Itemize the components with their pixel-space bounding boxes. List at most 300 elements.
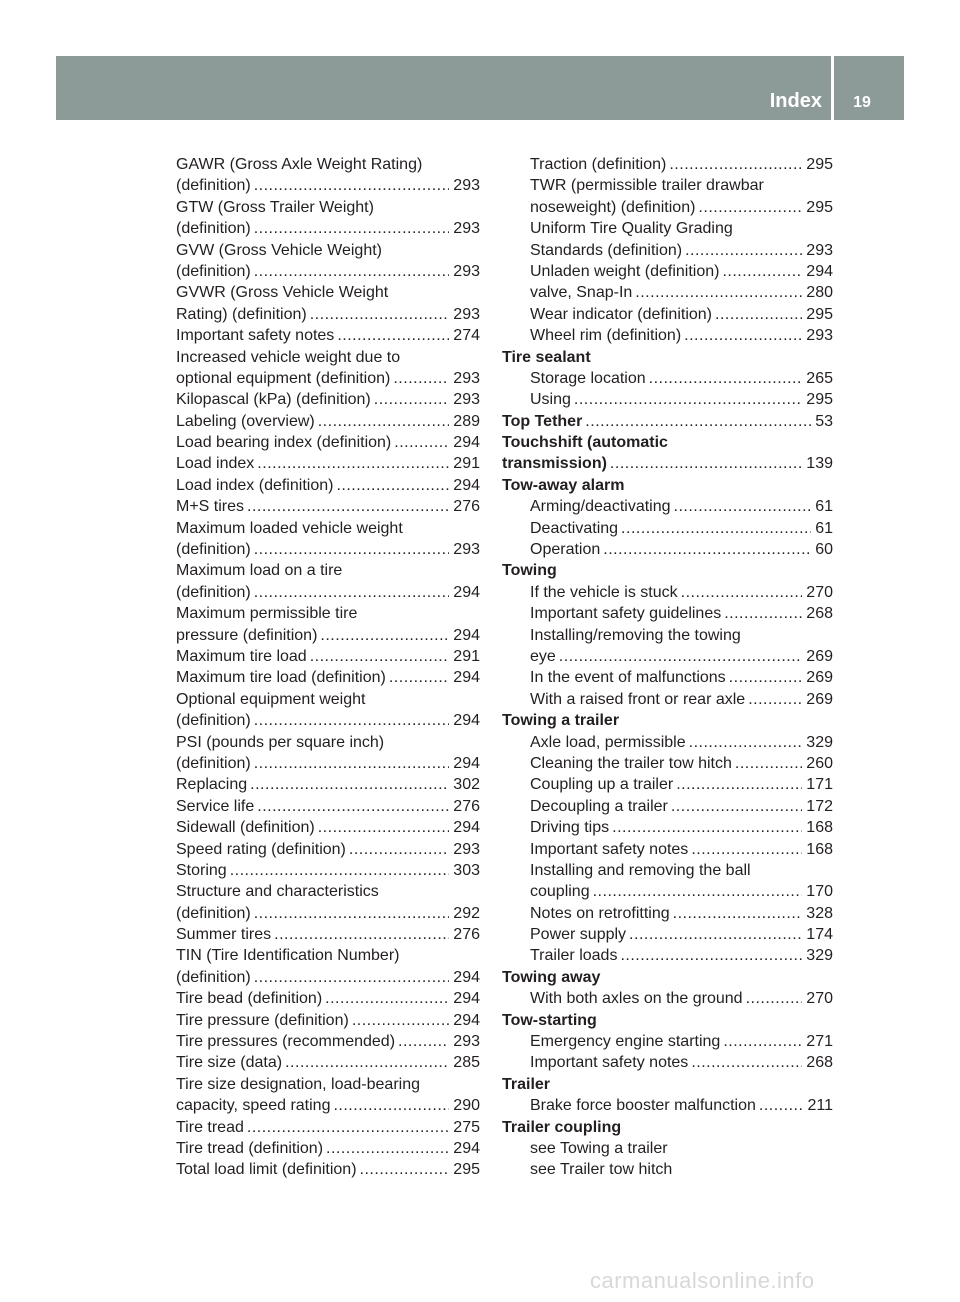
index-entry [502, 774, 833, 795]
entry-text: GAWR (Gross Axle Weight Rating) [176, 156, 423, 173]
dot-leader [689, 732, 803, 753]
dot-leader [274, 924, 449, 945]
dot-leader [603, 539, 811, 560]
page-reference: 270 [806, 990, 833, 1008]
dot-leader [691, 1052, 802, 1073]
page-reference: 294 [453, 819, 480, 837]
index-entry [502, 496, 833, 517]
index-entry [502, 753, 833, 774]
page-reference: 174 [806, 926, 833, 944]
dot-leader [326, 1138, 449, 1159]
page-reference: 293 [453, 1033, 480, 1051]
dot-leader [620, 945, 802, 966]
index-entry [502, 154, 833, 175]
page-reference: 211 [807, 1097, 833, 1115]
entry-text: Service life [176, 797, 255, 815]
index-entry [502, 839, 833, 860]
page-reference: 139 [806, 455, 833, 473]
entry-text: Replacing [176, 776, 248, 794]
page-reference: 285 [453, 1054, 480, 1072]
page-reference: 280 [806, 284, 833, 302]
index-entry [176, 304, 480, 325]
page-reference: 269 [806, 669, 833, 687]
dot-leader [254, 903, 450, 924]
entry-text: (definition) [176, 220, 251, 238]
dot-leader [685, 240, 802, 261]
index-entry [502, 625, 833, 646]
index-entry [176, 967, 480, 988]
page-reference: 265 [806, 369, 833, 387]
index-entry [176, 710, 480, 731]
dot-leader [336, 475, 449, 496]
index-entry [176, 817, 480, 838]
page-reference: 303 [453, 861, 480, 879]
index-heading [502, 560, 833, 581]
index-heading [502, 710, 833, 731]
index-entry [502, 881, 833, 902]
index-entry [502, 988, 833, 1009]
index-heading [502, 1074, 833, 1095]
index-entry [176, 1010, 480, 1031]
index-entry [502, 646, 833, 667]
entry-text: (definition) [176, 968, 251, 986]
entry-text: Load index (definition) [176, 476, 334, 494]
entry-text: Unladen weight (definition) [530, 262, 720, 280]
entry-text: Towing away [502, 968, 601, 986]
dot-leader [759, 1095, 804, 1116]
index-entry [176, 1117, 480, 1138]
dot-leader [676, 774, 802, 795]
index-entry [502, 667, 833, 688]
entry-text: coupling [530, 883, 590, 901]
dot-leader [723, 1031, 802, 1052]
entry-text: (definition) [176, 754, 251, 772]
dot-leader [318, 817, 450, 838]
index-entry [176, 924, 480, 945]
entry-text: Driving tips [530, 819, 610, 837]
index-entry [502, 304, 833, 325]
page-reference: 290 [453, 1097, 480, 1115]
page-reference: 291 [453, 647, 480, 665]
index-entry [502, 689, 833, 710]
index-entry [176, 389, 480, 410]
index-heading [502, 432, 833, 453]
entry-text: Structure and characteristics [176, 883, 379, 901]
index-entry [502, 240, 833, 261]
entry-text: Maximum load on a tire [176, 562, 343, 580]
page-reference: 294 [453, 669, 480, 687]
page-reference: 268 [806, 1054, 833, 1072]
index-entry [502, 603, 833, 624]
entry-text: Storing [176, 861, 227, 879]
page-reference: 260 [806, 754, 833, 772]
index-entry [176, 732, 480, 753]
entry-text: Increased vehicle weight due to [176, 348, 401, 366]
index-entry [502, 796, 833, 817]
dot-leader [254, 261, 450, 282]
entry-text: Coupling up a trailer [530, 776, 674, 794]
page-reference: 329 [806, 947, 833, 965]
page-reference: 171 [806, 776, 833, 794]
dot-leader [629, 924, 802, 945]
entry-text: Tire size designation, load-bearing [176, 1075, 420, 1093]
entry-text: Tire tread [176, 1118, 244, 1136]
index-entry [176, 560, 480, 581]
index-entry [502, 1031, 833, 1052]
page-reference: 294 [453, 712, 480, 730]
entry-text: Operation [530, 541, 601, 559]
entry-text: Arming/deactivating [530, 498, 671, 516]
index-entry [176, 582, 480, 603]
entry-text: Using [530, 391, 571, 409]
entry-text: TIN (Tire Identification Number) [176, 947, 400, 965]
page-reference: 293 [806, 241, 833, 259]
page-reference: 295 [806, 391, 833, 409]
index-entry [502, 1159, 833, 1180]
page-reference: 294 [453, 1011, 480, 1029]
index-entry [502, 1052, 833, 1073]
index-entry [502, 282, 833, 303]
index-entry [176, 453, 480, 474]
entry-text: Notes on retrofitting [530, 904, 670, 922]
entry-text: GTW (Gross Trailer Weight) [176, 198, 374, 216]
page-reference: 294 [453, 754, 480, 772]
dot-leader [722, 261, 802, 282]
page-reference: 274 [453, 327, 480, 345]
index-entry [176, 881, 480, 902]
index-entry [502, 903, 833, 924]
index-entry [176, 1031, 480, 1052]
entry-text: Trailer [502, 1075, 551, 1093]
entry-text: Tire pressure (definition) [176, 1011, 349, 1029]
page-reference: 271 [806, 1033, 833, 1051]
index-entry [176, 1095, 480, 1116]
entry-text: Towing a trailer [502, 712, 620, 730]
page-reference: 295 [806, 198, 833, 216]
index-entry [176, 197, 480, 218]
index-entry [176, 774, 480, 795]
dot-leader [559, 646, 803, 667]
dot-leader [746, 988, 803, 1009]
index-entry [502, 817, 833, 838]
entry-text: valve, Snap-In [530, 284, 633, 302]
index-entry [502, 518, 833, 539]
entry-text: noseweight) (definition) [530, 198, 696, 216]
index-entry [502, 325, 833, 346]
page-reference: 60 [815, 541, 833, 559]
entry-text: see Trailer tow hitch [530, 1161, 673, 1179]
dot-leader [389, 667, 449, 688]
page-reference: 293 [453, 391, 480, 409]
entry-text: If the vehicle is stuck [530, 583, 678, 601]
index-entry [502, 175, 833, 196]
index-entry [176, 945, 480, 966]
index-entry [176, 988, 480, 1009]
watermark: carmanualsonline.info [590, 1268, 815, 1293]
entry-text: Traction (definition) [530, 156, 667, 173]
index-entry [176, 539, 480, 560]
index-entry [176, 1074, 480, 1095]
index-entry [176, 667, 480, 688]
page-reference: 293 [453, 177, 480, 195]
entry-text: see Towing a trailer [530, 1139, 668, 1157]
entry-text: optional equipment (definition) [176, 369, 391, 387]
dot-leader [320, 625, 449, 646]
index-entry [176, 496, 480, 517]
dot-leader [254, 710, 450, 731]
page-reference: 275 [453, 1118, 480, 1136]
entry-text: Maximum permissible tire [176, 605, 358, 623]
entry-text: Speed rating (definition) [176, 840, 346, 858]
entry-text: eye [530, 647, 556, 665]
entry-text: Important safety notes [530, 840, 689, 858]
index-entry [502, 945, 833, 966]
dot-leader [254, 539, 450, 560]
index-entry [176, 325, 480, 346]
dot-leader [674, 496, 812, 517]
page-reference: 276 [453, 797, 480, 815]
dot-leader [393, 368, 449, 389]
index-entry [502, 539, 833, 560]
page-reference: 294 [453, 626, 480, 644]
dot-leader [310, 646, 450, 667]
entry-text: Cleaning the trailer tow hitch [530, 754, 732, 772]
page-reference: 293 [806, 327, 833, 345]
entry-text: Installing/removing the towing [530, 626, 741, 644]
page-reference: 293 [453, 262, 480, 280]
index-entry [176, 282, 480, 303]
dot-leader [724, 603, 802, 624]
entry-text: (definition) [176, 541, 251, 559]
dot-leader [318, 411, 450, 432]
entry-text: M+S tires [176, 498, 245, 516]
entry-text: Tire size (data) [176, 1054, 283, 1072]
index-entry [176, 860, 480, 881]
page-reference: 295 [806, 156, 833, 173]
dot-leader [729, 667, 803, 688]
entry-text: With a raised front or rear axle [530, 690, 746, 708]
entry-text: Emergency engine starting [530, 1033, 721, 1051]
index-heading [502, 411, 833, 432]
dot-leader [257, 796, 449, 817]
page-number: 19 [853, 94, 871, 111]
entry-text: transmission) [502, 455, 607, 473]
entry-text: Important safety notes [530, 1054, 689, 1072]
page-reference: 61 [815, 519, 833, 537]
index-entry [176, 411, 480, 432]
entry-text: Power supply [530, 926, 627, 944]
entry-text: Important safety guidelines [530, 605, 722, 623]
page-reference: 294 [453, 476, 480, 494]
page-reference: 270 [806, 583, 833, 601]
entry-text: Tire bead (definition) [176, 990, 323, 1008]
page-reference: 268 [806, 605, 833, 623]
page-reference: 269 [806, 690, 833, 708]
dot-leader [621, 518, 811, 539]
index-entry [502, 732, 833, 753]
index-entry [176, 646, 480, 667]
entry-text: Tire sealant [502, 348, 591, 366]
page-reference: 170 [806, 883, 833, 901]
dot-leader [649, 368, 803, 389]
entry-text: Tow-starting [502, 1011, 597, 1029]
page-reference: 276 [453, 926, 480, 944]
entry-text: Tire tread (definition) [176, 1139, 324, 1157]
dot-leader [254, 218, 450, 239]
index-entry [502, 1138, 833, 1159]
entry-text: Wheel rim (definition) [530, 327, 682, 345]
entry-text: pressure (definition) [176, 626, 318, 644]
index-entry [176, 218, 480, 239]
entry-text: Uniform Tire Quality Grading [530, 220, 733, 238]
entry-text: Axle load, permissible [530, 733, 686, 751]
entry-text: Labeling (overview) [176, 412, 315, 430]
entry-text: Rating) (definition) [176, 305, 307, 323]
entry-text: Maximum tire load (definition) [176, 669, 386, 687]
index-entry [176, 175, 480, 196]
index-entry [176, 603, 480, 624]
entry-text: Trailer loads [530, 947, 618, 965]
page-reference: 293 [453, 840, 480, 858]
entry-text: Deactivating [530, 519, 619, 537]
entry-text: Top Tether [502, 412, 583, 430]
index-entry [176, 689, 480, 710]
index-column-right [502, 154, 833, 1181]
index-entry [176, 903, 480, 924]
entry-text: With both axles on the ground [530, 990, 743, 1008]
dot-leader [585, 411, 811, 432]
index-heading [502, 1117, 833, 1138]
entry-text: capacity, speed rating [176, 1097, 331, 1115]
index-entry [176, 1138, 480, 1159]
dot-leader [669, 154, 802, 175]
section-title: Index [769, 90, 822, 112]
entry-text: Kilopascal (kPa) (definition) [176, 391, 371, 409]
entry-text: (definition) [176, 904, 251, 922]
index-entry [502, 368, 833, 389]
index-entry [502, 389, 833, 410]
index-heading [502, 475, 833, 496]
index-entry [176, 796, 480, 817]
dot-leader [684, 325, 802, 346]
page-reference: 294 [806, 262, 833, 280]
dot-leader [310, 304, 450, 325]
dot-leader [698, 197, 802, 218]
index-entry [176, 347, 480, 368]
entry-text: Tire pressures (recommended) [176, 1033, 396, 1051]
entry-text: Decoupling a trailer [530, 797, 668, 815]
page-reference: 168 [806, 840, 833, 858]
dot-leader [374, 389, 450, 410]
index-entry [176, 625, 480, 646]
page-reference: 293 [453, 541, 480, 559]
index-heading [502, 453, 833, 474]
page-reference: 293 [453, 220, 480, 238]
dot-leader [735, 753, 802, 774]
index-heading [502, 1010, 833, 1031]
index-entry [502, 197, 833, 218]
dot-leader [610, 453, 802, 474]
dot-leader [593, 881, 803, 902]
page-reference: 294 [453, 990, 480, 1008]
entry-text: Total load limit (definition) [176, 1161, 357, 1179]
dot-leader [673, 903, 803, 924]
dot-leader [285, 1052, 449, 1073]
entry-text: Load bearing index (definition) [176, 434, 392, 452]
page-reference: 295 [453, 1161, 480, 1179]
entry-text: PSI (pounds per square inch) [176, 733, 385, 751]
entry-text: Standards (definition) [530, 241, 683, 259]
dot-leader [325, 988, 449, 1009]
dot-leader [254, 753, 450, 774]
page-reference: 168 [806, 819, 833, 837]
entry-text: Towing [502, 562, 557, 580]
entry-text: (definition) [176, 262, 251, 280]
page-reference: 328 [806, 904, 833, 922]
page-reference: 302 [453, 776, 480, 794]
dot-leader [360, 1159, 450, 1180]
entry-text: (definition) [176, 712, 251, 730]
dot-leader [748, 689, 802, 710]
dot-leader [349, 839, 449, 860]
page-reference: 294 [453, 583, 480, 601]
page-reference: 329 [806, 733, 833, 751]
dot-leader [247, 496, 449, 517]
entry-text: Important safety notes [176, 327, 335, 345]
page-reference: 269 [806, 647, 833, 665]
index-entry [502, 582, 833, 603]
dot-leader [398, 1031, 449, 1052]
index-entry [502, 924, 833, 945]
page-reference: 294 [453, 968, 480, 986]
entry-text: Brake force booster malfunction [530, 1097, 756, 1115]
index-entry [502, 261, 833, 282]
index-entry [176, 1159, 480, 1180]
page-reference: 53 [815, 412, 833, 430]
dot-leader [247, 1117, 449, 1138]
page-reference: 294 [453, 1139, 480, 1157]
dot-leader [394, 432, 449, 453]
index-entry [502, 1095, 833, 1116]
index-entry [176, 432, 480, 453]
index-entry [176, 839, 480, 860]
index-entry [176, 240, 480, 261]
page-reference: 61 [815, 498, 833, 516]
dot-leader [250, 774, 449, 795]
index-entry [176, 368, 480, 389]
entry-text: Wear indicator (definition) [530, 305, 713, 323]
dot-leader [333, 1095, 449, 1116]
page-reference: 276 [453, 498, 480, 516]
dot-leader [257, 453, 449, 474]
dot-leader [681, 582, 803, 603]
dot-leader [671, 796, 802, 817]
page-reference: 292 [453, 904, 480, 922]
dot-leader [612, 817, 802, 838]
entry-text: Summer tires [176, 926, 272, 944]
index-entry [176, 154, 480, 175]
entry-text: Optional equipment weight [176, 690, 366, 708]
dot-leader [691, 839, 802, 860]
entry-text: Installing and removing the ball [530, 861, 751, 879]
page-reference: 293 [453, 369, 480, 387]
dot-leader [254, 967, 450, 988]
entry-text: Touchshift (automatic [502, 434, 668, 452]
index-entry [502, 860, 833, 881]
index-column-left [176, 154, 480, 1181]
dot-leader [715, 304, 802, 325]
dot-leader [574, 389, 802, 410]
